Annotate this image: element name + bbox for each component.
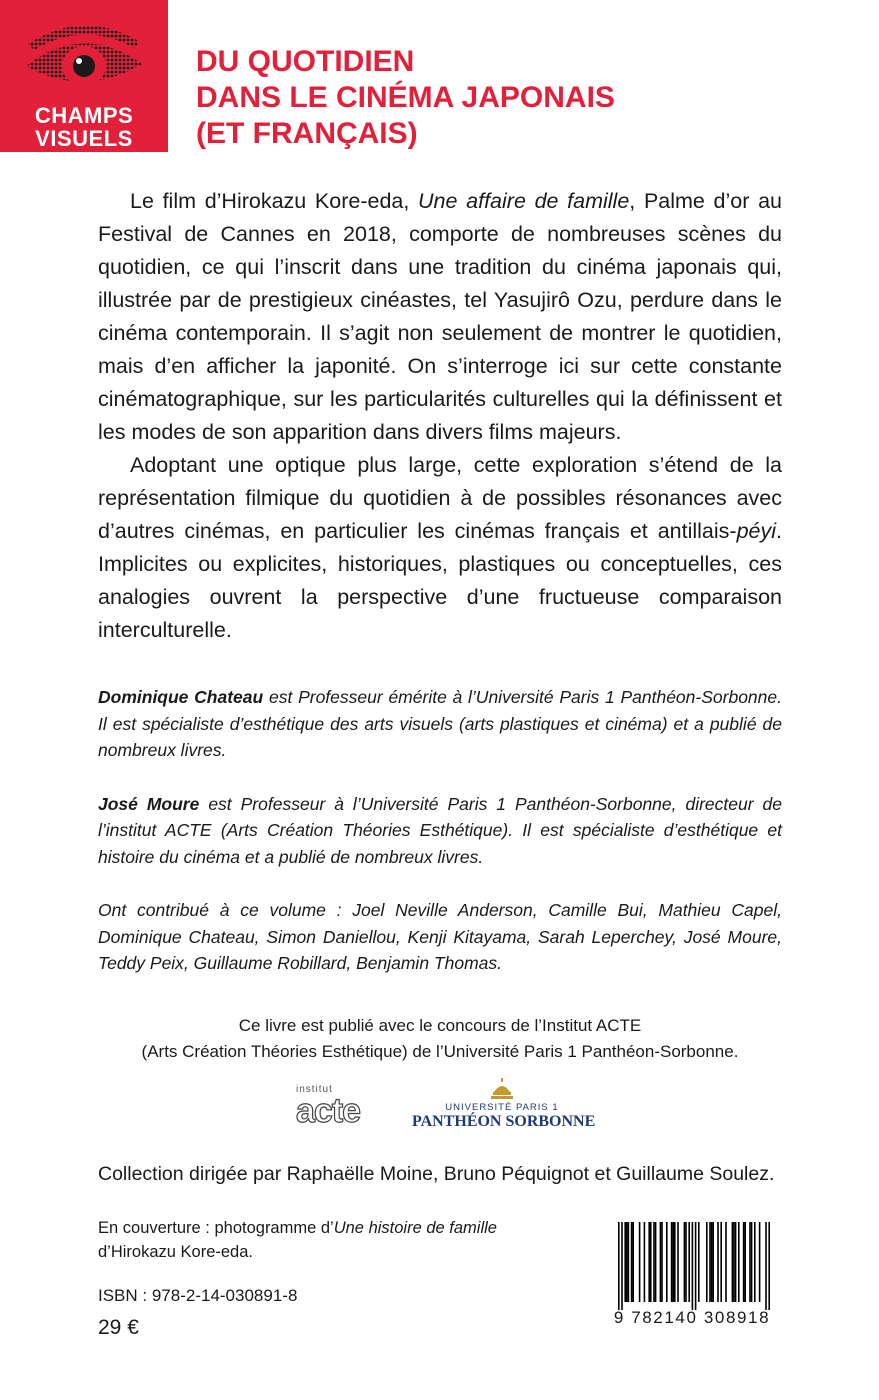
logo-line-2: VISUELS [35,126,133,151]
author-bio-2 [98,791,782,871]
price: 29 € [98,1316,139,1339]
pantheon-dome-icon [490,1078,514,1102]
support-note [98,1013,782,1065]
blurb-text: , Palme d’or au Festival de Cannes en 2018, comporte de nombreuses scènes du quotidien, ce qui l’inscrit dans une tradition du cinéma japonais qui, illustrée par de prestigieux cinéastes, tel Yasujirô Ozu, perdure dans le cinéma contemporain. Il s’agit non seulement de montrer le quotidien, mais d’en afficher la japonité. On s’interroge ici sur cette constante cinématographique, sur les particularités culturelles qui la définissent et les modes de son apparition dans divers films majeurs. [98,189,782,444]
book-title [196,44,856,152]
barcode-bar [684,1222,686,1302]
barcode-bar [768,1222,770,1310]
author-name: Dominique Chateau [98,687,264,707]
barcode-bar [712,1222,714,1302]
barcode-bar [677,1222,679,1302]
barcode-bar [688,1222,690,1302]
barcode-bar [631,1222,633,1302]
author-bio-text: est Professeur à l’Université Paris 1 Panthéon-Sorbonne, directeur de l’institut ACTE (Arts Création Théories Esthétique). Il est spécialiste d’esthétique et histoire du cinéma et a publié de nombreux livres. [98,793,782,867]
barcode-bar [711,1222,713,1302]
cover-film-title: Une histoire de famille [333,1219,497,1237]
barcode-bar [751,1222,753,1302]
title-line-2: DANS LE CINÉMA JAPONAIS [196,81,615,114]
barcode-bars [608,1222,776,1310]
barcode-bar [695,1222,697,1310]
barcode-bar [621,1222,623,1310]
blurb-paragraph-2 [98,449,782,647]
barcode-bar [644,1222,646,1302]
cover-credit [98,1216,568,1264]
blurb-text: Le film d’Hirokazu Kore-eda, [130,189,419,213]
cover-credit-prefix: En couverture : photogramme d’ [98,1219,334,1237]
cover-credit-line-1 [98,1216,568,1240]
eye-icon [22,14,146,100]
barcode-bar [706,1222,708,1302]
barcode-bar [661,1222,663,1302]
blurb-text: Adoptant une optique plus large, cette exploration s’étend de la représentation filmique du quotidien à de possibles résonances avec d’autres cinémas, en particulier les cinémas français et antillais- [98,453,782,543]
barcode-bar [672,1222,674,1302]
author-name: José Moure [98,793,200,814]
barcode-bar [732,1222,734,1302]
barcode-bar [698,1222,700,1302]
support-line-2: (Arts Création Théories Esthétique) de l’Université Paris 1 Panthéon-Sorbonne. [141,1042,739,1061]
barcode-bar [749,1222,751,1302]
partner-logos [0,1078,879,1136]
barcode-bar [717,1222,719,1302]
barcode-bar [655,1222,657,1302]
contributors: Ont contribué à ce volume : Joel Neville Anderson, Camille Bui, Mathieu Capel, Dominique Chateau, Simon Daniellou, Kenji Kitayama, Sarah Leperchey, José Moure, Teddy Peix, Guillaume Robillard, Benjamin Thomas. [98,900,782,973]
barcode-digits: 9 782140 308918 [613,1308,771,1327]
author-bio-1 [98,684,782,764]
author-bios [98,684,782,1004]
p1-logo-small: UNIVERSITÉ PARIS 1 [445,1102,559,1113]
title-line-1: DU QUOTIDIEN [196,45,415,78]
barcode-bar [628,1222,630,1302]
barcode-bar [754,1222,756,1302]
barcode-bar [618,1222,620,1310]
barcode-bar [744,1222,746,1302]
collection-logo [0,0,168,152]
book-blurb [98,185,782,647]
barcode-bar [639,1222,641,1302]
barcode-bar [733,1222,735,1302]
barcode-bar [709,1222,711,1302]
barcode-bar [648,1222,650,1302]
barcode-bar [743,1222,745,1302]
blurb-paragraph-1 [98,185,782,449]
collection-directors: Collection dirigée par Raphaëlle Moine, Bruno Péquignot et Guillaume Soulez. [98,1163,775,1185]
barcode-bar [632,1222,634,1302]
barcode-bar [738,1222,740,1302]
barcode-bar [674,1222,676,1302]
barcode-bar [735,1222,737,1302]
acte-logo-big: acte [296,1092,361,1130]
isbn: ISBN : 978-2-14-030891-8 [98,1286,298,1305]
barcode-bar [626,1222,628,1302]
logo-line-1: CHAMPS [34,103,134,128]
peyi-term: péyi [736,519,777,543]
title-line-3: (ET FRANÇAIS) [196,117,418,150]
barcode-bar [692,1222,694,1310]
pantheon-sorbonne-logo [412,1078,596,1134]
barcode-bar [685,1222,687,1302]
author-bio-text: est Professeur émérite à l’Université Paris 1 Panthéon-Sorbonne. Il est spécialiste d’esthétique des arts visuels (arts plastiques et cinéma) et a publié de nombreux livres. [98,687,782,760]
acte-logo [296,1084,384,1130]
barcode-bar [666,1222,668,1302]
film-title: Une affaire de famille [418,189,630,213]
barcode-bar [653,1222,655,1302]
barcode-bar [759,1222,761,1302]
barcode-bar [725,1222,727,1302]
barcode-bar [720,1222,722,1302]
support-line-1: Ce livre est publié avec le concours de l’Institut ACTE [238,1016,642,1035]
barcode-bar [660,1222,662,1302]
cover-credit-suffix: d’Hirokazu Kore-eda. [98,1243,253,1261]
blurb-text: . Implicites ou explicites, historiques, plastiques ou conceptuelles, ces analogies ouvrent la perspective d’une fructueuse comparaison interculturelle. [98,519,782,642]
barcode-bar [765,1222,767,1310]
acte-logo-small: institut [296,1084,333,1095]
p1-logo-big: PANTHÉON SORBONNE [412,1113,596,1130]
barcode [608,1222,776,1326]
barcode-bar [650,1222,652,1302]
barcode-bar [624,1222,626,1302]
barcode-bar [671,1222,673,1302]
